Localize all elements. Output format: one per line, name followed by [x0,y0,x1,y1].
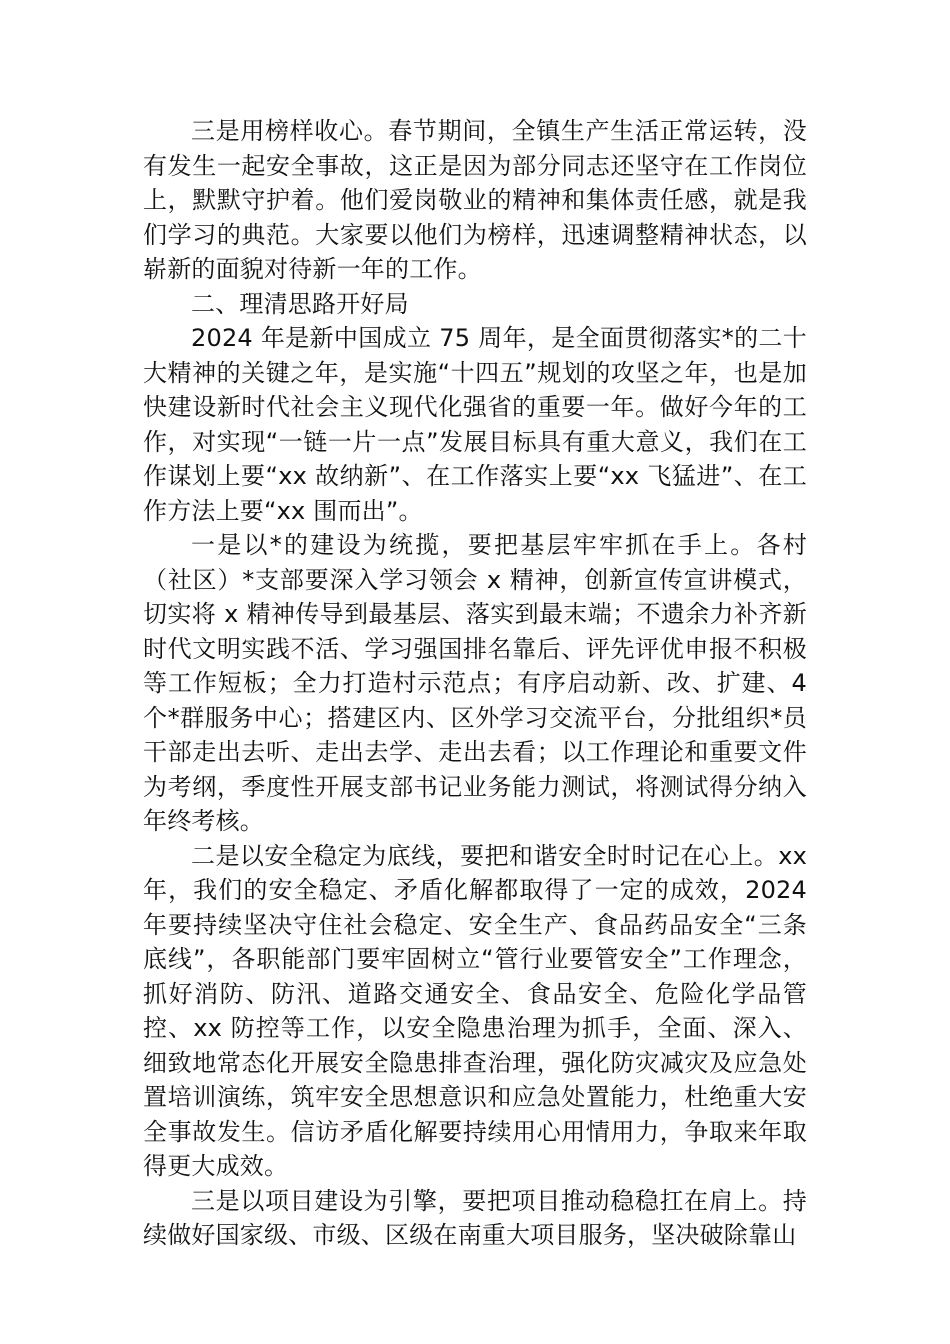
section-heading-2: 二、理清思路开好局 [191,289,409,318]
paragraph-2024-overview: 2024 年是新中国成立 75 周年，是全面贯彻落实*的二十大精神的关键之年，是实施“十四五”规划的攻坚之年，也是加快建设新时代社会主义现代化强省的重要一年。做好今年的工作，对实现“一链一片一点”发展目标具有重大意义，我们在工作谋划上要“xx 故纳新”、在工作落实上要“xx 飞猛进”、在工作方法上要“xx 围而出”。 [143,324,807,525]
paragraph-role-model: 三是用榜样收心。春节期间，全镇生产生活正常运转，没有发生一起安全事故，这正是因为部分同志还坚守在工作岗位上，默默守护着。他们爱岗敬业的精神和集体责任感，就是我们学习的典范。大家要以他们为榜样，迅速调整精神状态，以崭新的面貌对待新一年的工作。 [143,117,807,283]
document-body [143,114,807,1253]
paragraph-party-building: 一是以*的建设为统揽，要把基层牢牢抓在手上。各村（社区）*支部要深入学习领会 x 精神，创新宣传宣讲模式，切实将 x 精神传导到最基层、落实到最末端；不遗余力补齐新时代文明实践不活、学习强国排名靠后、评先评优申报不积极等工作短板；全力打造村示范点；有序启动新、改、扩建、4 个*群服务中心；搭建区内、区外学习交流平台，分批组织*员干部走出去听、走出去学、走出去看；以工作理论和重要文件为考纲，季度性开展支部书记业务能力测试，将测试得分纳入年终考核。 [143,531,807,835]
paragraph-safety-stability: 二是以安全稳定为底线，要把和谐安全时时记在心上。xx 年，我们的安全稳定、矛盾化解都取得了一定的成效，2024 年要持续坚决守住社会稳定、安全生产、食品药品安全“三条底线”，各职能部门要牢固树立“管行业要管安全”工作理念，抓好消防、防汛、道路交通安全、食品安全、危险化学品管控、xx 防控等工作，以安全隐患治理为抓手，全面、深入、细致地常态化开展安全隐患排查治理，强化防灾减灾及应急处置培训演练，筑牢安全思想意识和应急处置能力，杜绝重大安全事故发生。信访矛盾化解要持续用心用情用力，争取来年取得更大成效。 [143,841,807,1180]
paragraph-project-construction: 三是以项目建设为引擎，要把项目推动稳稳扛在肩上。持续做好国家级、市级、区级在南重大项目服务，坚决破除靠山 [143,1186,807,1249]
